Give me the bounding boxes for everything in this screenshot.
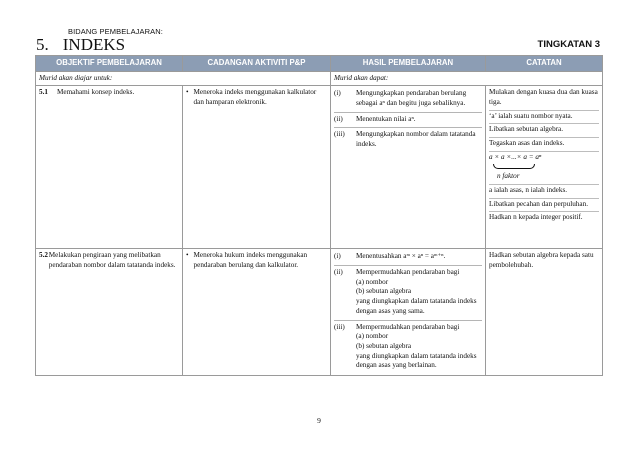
activity-cell [183,86,331,249]
notes-cell [486,86,603,249]
table-row [36,249,603,376]
objective-cell [36,86,183,249]
note-text: Libatkan pecahan dan perpuluhan. [489,198,599,212]
table-header-row [36,56,603,72]
note-text: Mulakan dengan kuasa dua dan kuasa tiga. [489,88,598,106]
learning-area-label: BIDANG PEMBELAJARAN: [68,27,163,36]
intro-row [36,71,603,86]
note-text: Tegaskan asas dan indeks. [489,137,599,151]
bullet-icon: • [186,251,189,260]
note-text: Hadkan sebutan algebra kepada satu pembolehubah. [489,251,594,269]
col-header-notes: CATATAN [486,56,603,72]
chapter-title: INDEKS [62,35,126,54]
outcome-item: (i) Mengungkapkan pendaraban berulang sebagai aⁿ dan begitu juga sebaliknya. [334,89,467,107]
note-text: Hadkan n kepada integer positif. [489,211,599,225]
objective-text: Memahami konsep indeks. [57,88,135,97]
syllabus-table [35,55,603,376]
note-text: a ialah asas, n ialah indeks. [489,184,599,198]
objective-code: 5.1 [39,88,48,97]
activity-cell [183,249,331,376]
note-text: ‘a’ ialah suatu nombor nyata. [489,110,599,124]
chapter-heading [36,35,125,55]
outcome-item: (iii) Mempermudahkan pendaraban bagi (a) nombor (b) sebutan algebra yang diungkapkan dalam tatatanda indeks dengan asas yang berlainan. [334,320,482,375]
table-row [36,86,603,249]
note-text: Libatkan sebutan algebra. [489,123,599,137]
outcome-item: (i) Menentusahkan aᵐ × aⁿ = aᵐ⁺ⁿ. [334,252,446,261]
page-number: 9 [317,416,321,425]
grade-label: TINGKATAN 3 [537,39,600,50]
brace-icon [493,164,535,169]
index-formula: a × a ×...× a = aⁿ n faktor [489,151,599,184]
col-header-activity: CADANGAN AKTIVITI P&P [183,56,331,72]
activity-text: Meneroka indeks menggunakan kalkulator dan hamparan elektronik. [193,88,317,106]
outcome-item: (ii) Menentukan nilai aⁿ. [334,112,482,128]
objective-code: 5.2 [39,251,48,260]
chapter-number: 5. [36,35,49,54]
outcome-item: (iii) Mengungkapkan nombor dalam tatatanda indeks. [334,127,482,152]
bullet-icon: • [186,88,189,97]
col-header-outcome: HASIL PEMBELAJARAN [331,56,486,72]
notes-cell [486,249,603,376]
objective-cell [36,249,183,376]
intro-learn: Murid akan diajar untuk: [36,71,331,86]
outcome-cell [331,249,486,376]
col-header-objective: OBJEKTIF PEMBELAJARAN [36,56,183,72]
outcome-cell [331,86,486,249]
intro-able: Murid akan dapat: [331,71,603,86]
objective-text: Melakukan pengiraan yang melibatkan pendaraban nombor dalam tatatanda indeks. [48,251,176,269]
activity-text: Meneroka hukum indeks menggunakan pendaraban berulang dan kalkulator. [193,251,308,269]
outcome-item: (ii) Mempermudahkan pendaraban bagi (a) nombor (b) sebutan algebra yang diungkapkan dalam tatatanda indeks dengan asas yang sama. [334,265,482,320]
